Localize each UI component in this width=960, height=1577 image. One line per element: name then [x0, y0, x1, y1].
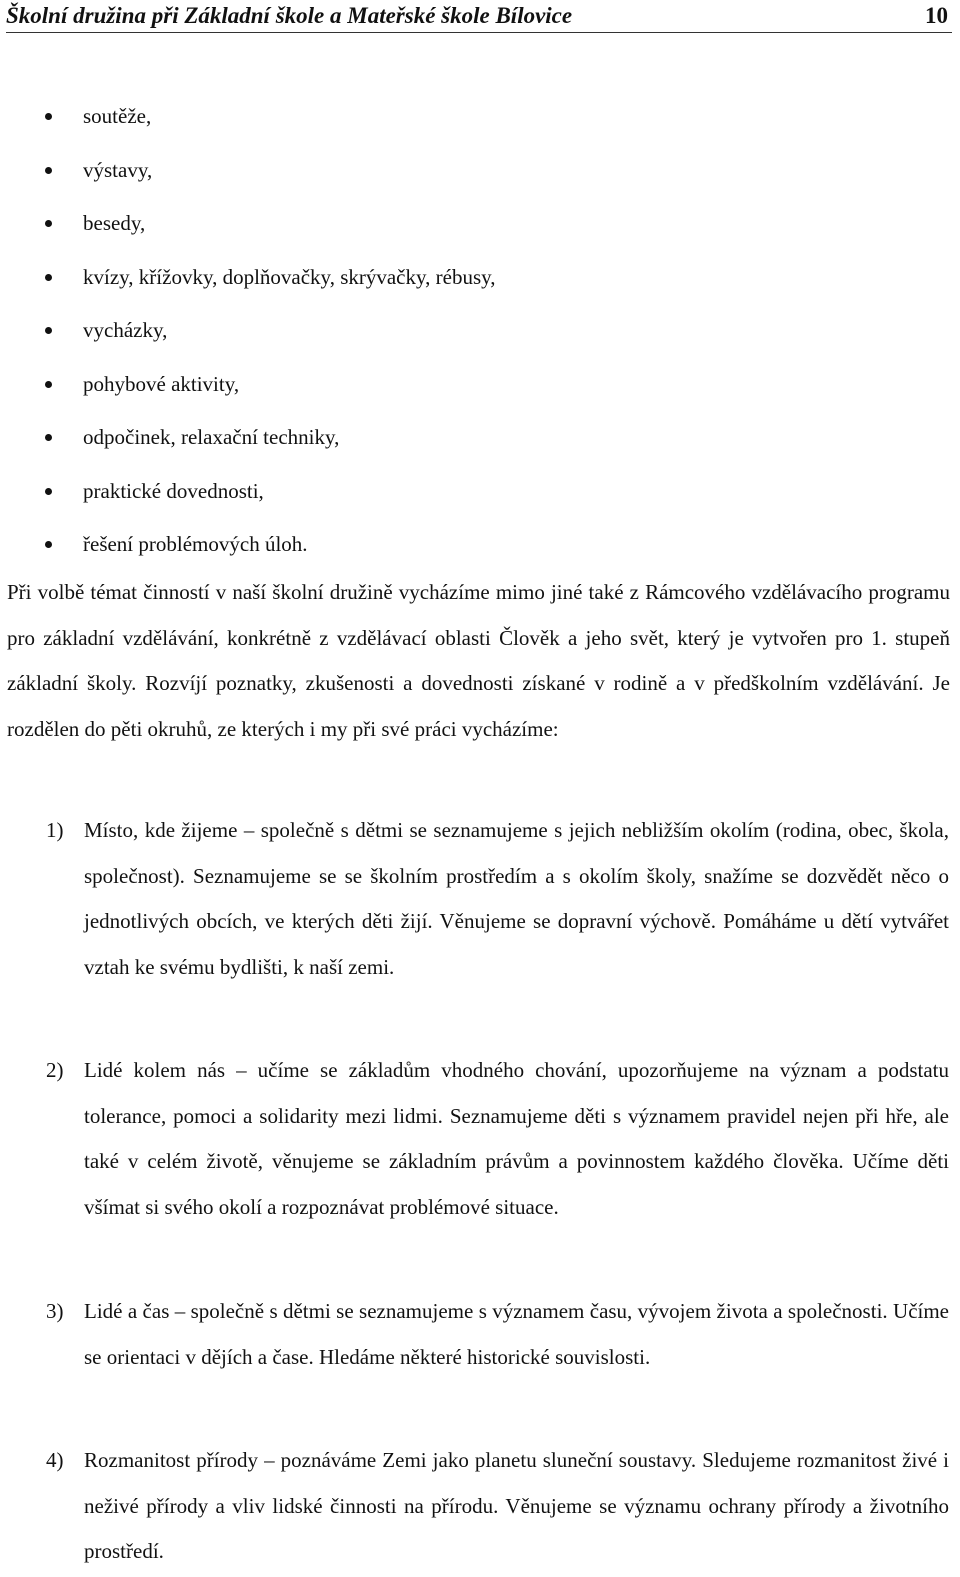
- list-item-text: kvízy, křížovky, doplňovačky, skrývačky, rébusy,: [83, 264, 496, 289]
- page-number: 10: [925, 3, 948, 28]
- list-item: [0, 96, 496, 150]
- list-item-text: soutěže,: [83, 104, 152, 128]
- bullet-icon: [45, 113, 52, 120]
- bullet-icon: [45, 167, 52, 174]
- list-item-text: besedy,: [83, 211, 146, 235]
- list-item-text: vycházky,: [83, 318, 168, 342]
- bullet-icon: [45, 541, 52, 548]
- bullet-icon: [45, 488, 52, 495]
- bullet-icon: [45, 381, 52, 388]
- list-item: [0, 417, 496, 471]
- item-number: 2): [46, 1058, 64, 1082]
- list-item-text: odpočinek, relaxační techniky,: [83, 425, 340, 449]
- item-number: 1): [46, 818, 64, 842]
- bullet-icon: [45, 434, 52, 441]
- list-item-text: řešení problémových úloh.: [83, 532, 308, 556]
- item-text: Rozmanitost přírody – poznáváme Zemi jako planetu sluneční soustavy. Sledujeme rozmanitost živé i neživé přírody a vliv lidské činnosti na přírodu. Věnujeme se významu ochrany přírody a životního prostředí.: [84, 1448, 949, 1563]
- list-item-text: výstavy,: [83, 157, 153, 182]
- intro-paragraph: Při volbě témat činností v naší školní družině vycházíme mimo jiné také z Rámcového vzdělávacího programu pro základní vzdělávání, konkrétně z vzdělávací oblasti Člověk a jeho svět, který je vytvořen pro 1. stupeň základní školy. Rozvíjí poznatky, zkušenosti a dovednosti získané v rodině a v předškolním vzdělávání. Je rozdělen do pěti okruhů, ze kterých i my při své práci vycházíme:: [7, 580, 950, 741]
- item-text: Místo, kde žijeme – společně s dětmi se seznamujeme s jejich nebližším okolím (rodina, obec, škola, společnost). Seznamujeme se se školním prostředím a s okolím školy, snažíme se dozvědět něco o jednotlivých obcích, ve kterých děti žijí. Věnujeme se dopravní výchově. Pomáháme u dětí vytvářet vztah ke svému bydlišti, k naší zemi.: [84, 818, 949, 979]
- list-item: [0, 364, 496, 418]
- document-title: Školní družina při Základní škole a Mateřské škole Bílovice: [6, 3, 573, 28]
- item-number: 3): [46, 1299, 64, 1323]
- list-item-text: pohybové aktivity,: [83, 371, 240, 396]
- page-header: [6, 0, 952, 33]
- list-item: [0, 471, 496, 525]
- list-item: [0, 150, 496, 204]
- item-text: Lidé kolem nás – učíme se základům vhodného chování, upozorňujeme na význam a podstatu tolerance, pomoci a solidarity mezi lidmi. Seznamujeme děti s významem pravidel nejen při hře, ale také v celém životě, věnujeme se základním právům a povinnostem každého člověka. Učíme děti všímat si svého okolí a rozpoznávat problémové situace.: [84, 1058, 949, 1219]
- list-item: [0, 203, 496, 257]
- item-number: 4): [46, 1448, 64, 1472]
- list-item-text: praktické dovednosti,: [83, 478, 264, 503]
- bullet-icon: [45, 220, 52, 227]
- activity-bullet-list: [0, 96, 496, 578]
- item-text: Lidé a čas – společně s dětmi se seznamujeme s významem času, vývojem života a společnosti. Učíme se orientaci v dějích a čase. Hledáme některé historické souvislosti.: [84, 1299, 949, 1369]
- list-item: [0, 257, 496, 311]
- bullet-icon: [45, 327, 52, 334]
- list-item: [0, 310, 496, 364]
- bullet-icon: [45, 274, 52, 281]
